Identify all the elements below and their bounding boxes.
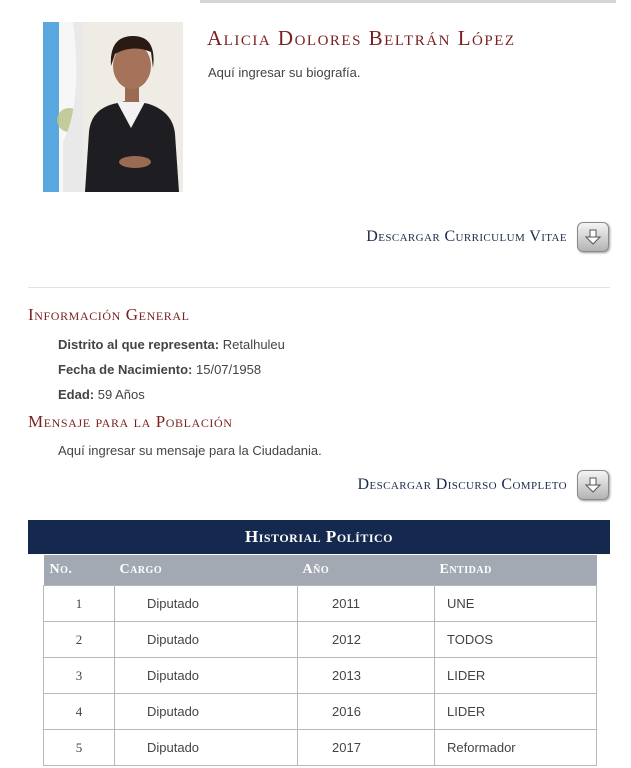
section-divider [28, 287, 610, 288]
district-info [58, 337, 285, 352]
row-entity: LIDER [435, 694, 597, 730]
district-value: Retalhuleu [222, 337, 285, 352]
row-year: 2017 [298, 730, 435, 766]
column-header-ano: Año [298, 555, 435, 586]
age-value: 59 Años [97, 387, 145, 402]
row-year: 2013 [298, 658, 435, 694]
age-label: Edad: [58, 387, 95, 402]
row-year: 2011 [298, 586, 435, 622]
row-number: 2 [44, 622, 115, 658]
birth-info [58, 362, 261, 377]
row-number: 5 [44, 730, 115, 766]
download-cv-label: Descargar Curriculum Vitae [366, 228, 567, 245]
row-number: 3 [44, 658, 115, 694]
row-cargo: Diputado [115, 730, 298, 766]
row-entity: UNE [435, 586, 597, 622]
birth-label: Fecha de Nacimiento: [58, 362, 193, 377]
district-label: Distrito al que representa: [58, 337, 220, 352]
row-entity: Reformador [435, 730, 597, 766]
birth-value: 15/07/1958 [196, 362, 262, 377]
history-title: Historial Político [244, 527, 393, 546]
download-arrow-icon[interactable] [577, 222, 609, 252]
download-speech-link[interactable] [358, 470, 609, 500]
profile-name: Alicia Dolores Beltrán López [207, 26, 516, 50]
message-title: Mensaje para la Población [28, 412, 233, 431]
age-info [58, 387, 145, 402]
download-cv-link[interactable] [366, 222, 609, 252]
download-arrow-icon[interactable] [577, 470, 609, 500]
profile-photo [43, 22, 183, 192]
row-number: 1 [44, 586, 115, 622]
row-cargo: Diputado [115, 586, 298, 622]
table-row [44, 586, 597, 622]
row-cargo: Diputado [115, 658, 298, 694]
table-row [44, 730, 597, 766]
download-speech-label: Descargar Discurso Completo [357, 476, 567, 493]
row-year: 2012 [298, 622, 435, 658]
row-entity: TODOS [435, 622, 597, 658]
profile-photo-illustration [43, 22, 183, 192]
history-title-bar [28, 520, 610, 554]
row-cargo: Diputado [115, 622, 298, 658]
message-text: Aquí ingresar su mensaje para la Ciudadania. [58, 443, 322, 458]
profile-bio: Aquí ingresar su biografía. [208, 65, 361, 80]
row-year: 2016 [298, 694, 435, 730]
column-header-entidad: Entidad [435, 555, 597, 586]
table-row [44, 694, 597, 730]
row-entity: LIDER [435, 658, 597, 694]
row-number: 4 [44, 694, 115, 730]
general-info-title: Información General [28, 305, 190, 324]
history-header-row [44, 555, 597, 586]
history-table [43, 555, 597, 766]
column-header-no: No. [44, 555, 115, 586]
top-divider [200, 0, 616, 3]
column-header-cargo: Cargo [115, 555, 298, 586]
table-row [44, 622, 597, 658]
table-row [44, 658, 597, 694]
row-cargo: Diputado [115, 694, 298, 730]
